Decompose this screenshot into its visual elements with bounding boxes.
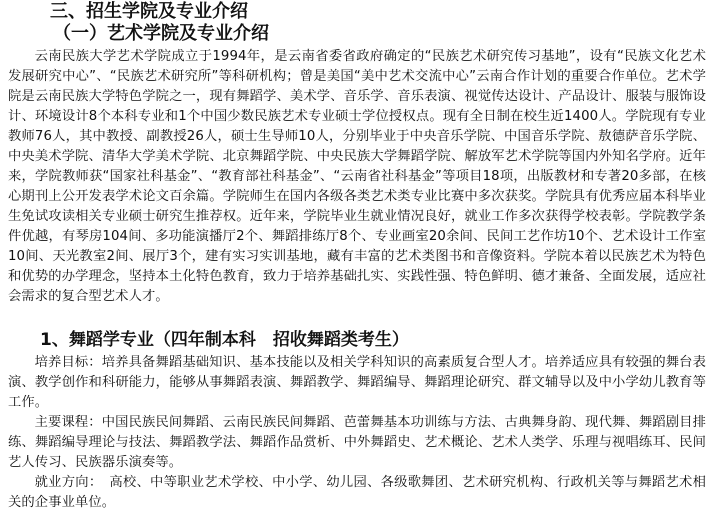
employment-text: 高校、中等职业艺术学校、中小学、幼儿园、各级歌舞团、艺术研究机构、行政机关等与舞蹈艺术相关的企事业单位。 <box>8 475 706 510</box>
major-title: 1、舞蹈学专业（四年制本科 招收舞蹈类考生） <box>40 330 409 350</box>
section-title: 三、招生学院及专业介绍 <box>50 1 248 22</box>
main-courses-text: 中国民族民间舞蹈、云南民族民间舞蹈、芭蕾舞基本功训练与方法、古典舞身韵、现代舞、舞蹈剧目排练、舞蹈编导理论与技法、舞蹈教学法、舞蹈作品赏析、中外舞蹈史、艺术概论、艺术人类学、乐理与视唱练耳、民间艺人传习、民族器乐演奏等。 <box>8 415 707 470</box>
training-goal-label: 培养目标： <box>34 355 102 370</box>
training-goal-text: 培养具备舞蹈基础知识、基本技能以及相关学科知识的高素质复合型人才。培养适应具有较强的舞台表演、教学创作和科研能力，能够从事舞蹈表演、舞蹈教学、舞蹈编导、舞蹈理论研究、群文辅导以及中小学幼儿教育等工作。 <box>8 355 707 410</box>
employment-label: 就业方向： <box>34 475 96 490</box>
main-courses-label: 主要课程： <box>34 415 102 430</box>
intro-paragraph: 云南民族大学艺术学院成立于1994年，是云南省委省政府确定的“民族艺术研究传习基地”，设有“民族文化艺术发展研究中心”、“民族艺术研究所”等科研机构；曾是美国“美中艺术交流中心”云南合作计划的重要合作单位。艺术学院是云南民族大学特色学院之一，现有舞蹈学、美术学、音乐学、音乐表演、视觉传达设计、产品设计、服装与服饰设计、环境设计8个本科专业和1个中国少数民族艺术专业硕士学位授权点。现有全日制在校生近1400人。学院现有专业教师76人，其中教授、副教授26人，硕士生导师10人，分别毕业于中央音乐学院、中国音乐学院、敖德萨音乐学院、中央美术学院、清华大学美术学院、北京舞蹈学院、中央民族大学舞蹈学院、解放军艺术学院等国内外知名学府。近年来，学院教师获“国家社科基金”、“教育部社科基金”、“云南省社科基金”等项目18项，出版教材和专著20多部，在核心期刊上公开发表学术论文百余篇。学院师生在国内各级各类艺术类专业比赛中多次获奖。学院具有优秀应届本科毕业生免试攻读相关专业硕士研究生推荐权。近年来，学院毕业生就业情况良好，就业工作多次获得学校表彰。学院教学条件优越，有琴房104间、多功能演播厅2个、舞蹈排练厅8个、专业画室20余间、民间工艺作坊10个、艺术设计工作室10间、天光教室2间、展厅3个，建有实习实训基地，藏有丰富的艺术类图书和音像资料。学院本着以民族艺术为特色和优势的办学理念，坚持本土化特色教育，致力于培养基础扎实、实践性强、特色鲜明、德才兼备、全面发展，适应社会需求的复合型艺术人才。 <box>8 49 706 304</box>
main-courses-paragraph <box>8 413 706 473</box>
employment-paragraph <box>8 473 706 513</box>
training-goal-paragraph <box>8 353 706 413</box>
subsection-title: （一）艺术学院及专业介绍 <box>53 23 269 44</box>
